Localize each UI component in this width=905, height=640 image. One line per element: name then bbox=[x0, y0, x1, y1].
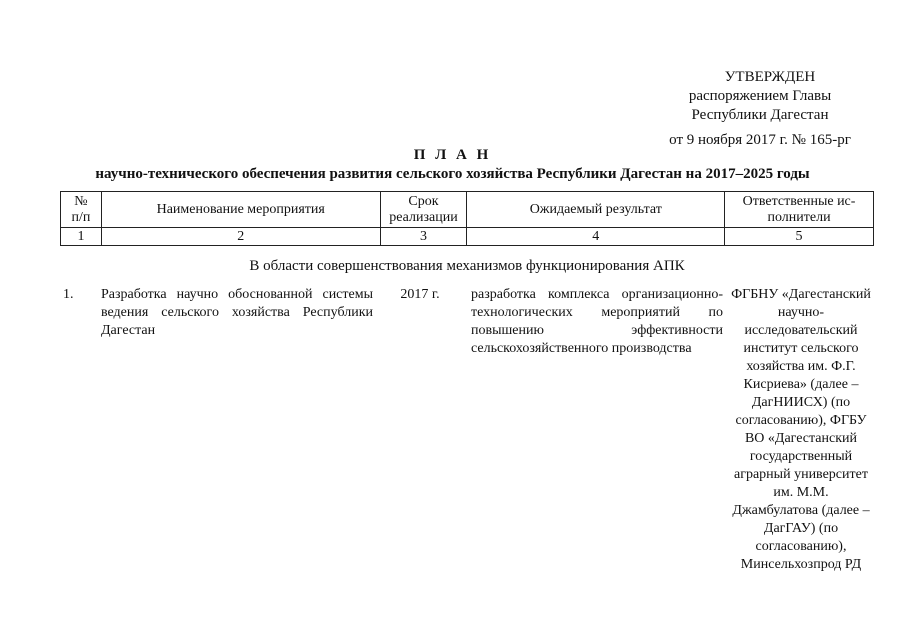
row-responsible: ФГБНУ «Дагестанский научно-исследовательский институт сельского хозяйства им. Ф.Г. Кисриева» (далее – ДагНИИСХ) (по согласованию), ФГБУ ВО «Дагестанский государственный аграрный университет им. М.М. Джамбулатова (далее – ДагГАУ) (по согласованию), Минсельхозпрод РД bbox=[731, 287, 871, 572]
approval-date: от 9 ноября 2017 г. № 165-рг bbox=[669, 132, 851, 148]
colnum-5: 5 bbox=[725, 228, 874, 246]
row-number: 1. bbox=[63, 287, 74, 302]
approval-stamp bbox=[640, 68, 880, 150]
colnum-3: 3 bbox=[380, 228, 467, 246]
row-expected-result: разработка комплекса организационно-технологических мероприятий по повышению эффективности сельскохозяйственного производства bbox=[471, 287, 723, 356]
row-term: 2017 г. bbox=[400, 287, 440, 302]
header-responsible: Ответственные ис- полнители bbox=[725, 192, 874, 228]
approval-republic: Республики Дагестан bbox=[691, 107, 829, 123]
header-result: Ожидаемый результат bbox=[467, 192, 725, 228]
column-number-row bbox=[61, 228, 874, 246]
header-name: Наименование мероприятия bbox=[101, 192, 380, 228]
header-term: Срок реализации bbox=[380, 192, 467, 228]
colnum-2: 2 bbox=[101, 228, 380, 246]
plan-subtitle: научно-технического обеспечения развития сельского хозяйства Республики Дагестан на 2017–2025 годы bbox=[95, 166, 810, 182]
table-header-row bbox=[61, 192, 874, 228]
header-num: № п/п bbox=[61, 192, 102, 228]
approval-order: распоряжением Главы bbox=[688, 88, 832, 104]
plan-heading: П Л А Н bbox=[413, 147, 492, 163]
row-activity-name: Разработка научно обоснованной системы ведения сельского хозяйства Республики Дагестан bbox=[101, 287, 373, 338]
document-title bbox=[0, 146, 905, 184]
colnum-1: 1 bbox=[61, 228, 102, 246]
plan-table bbox=[60, 191, 874, 246]
approval-title: УТВЕРЖДЕН bbox=[724, 69, 816, 85]
colnum-4: 4 bbox=[467, 228, 725, 246]
section-heading: В области совершенствования механизмов функционирования АПК bbox=[249, 258, 685, 274]
